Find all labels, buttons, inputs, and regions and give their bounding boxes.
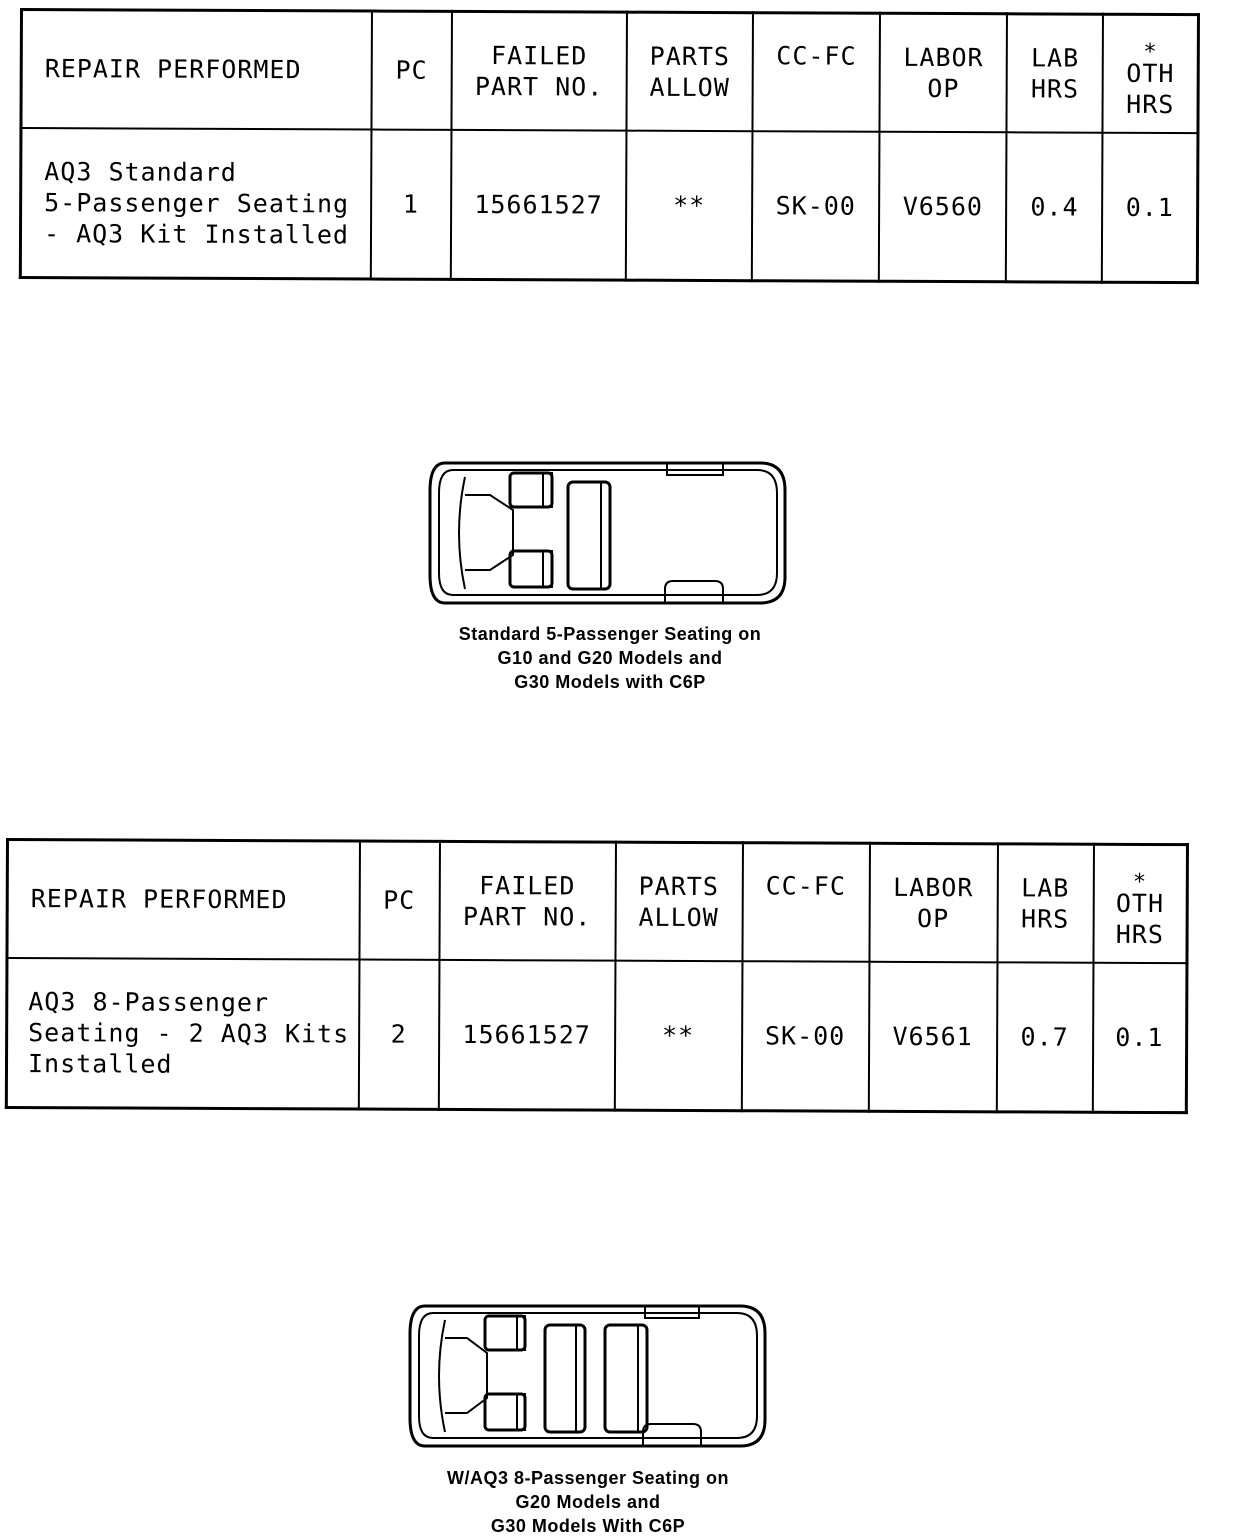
oth-hrs-asterisk: * — [1132, 870, 1148, 896]
figure-caption-5-passenger: Standard 5-Passenger Seating on G10 and G20 Models and G30 Models with C6P — [458, 624, 762, 692]
cell-repair-performed: AQ3 Standard 5-Passenger Seating - AQ3 Kit Installed — [20, 128, 371, 280]
header-oth-hrs-label: OTH HRS — [1126, 59, 1175, 120]
header-oth-hrs-label: OTH HRS — [1115, 889, 1165, 950]
passenger-seat — [510, 551, 552, 587]
cell-cc-fc: SK-00 — [752, 131, 880, 282]
table-row — [20, 128, 1198, 283]
passenger-seat — [485, 1394, 525, 1430]
figure-caption-8-passenger: W/AQ3 8-Passenger Seating on G20 Models and G30 Models With C6P — [446, 1468, 730, 1536]
header-lab-hrs: LAB HRS — [997, 844, 1094, 962]
van-8-passenger-diagram — [405, 1298, 770, 1453]
cell-failed-part-no: 15661527 — [438, 959, 615, 1110]
cell-lab-hrs: 0.7 — [996, 962, 1093, 1112]
middle-bench-seat — [545, 1325, 585, 1432]
cell-failed-part-no: 15661527 — [451, 129, 627, 280]
cell-pc: 2 — [358, 959, 439, 1109]
header-labor-op: LABOR OP — [869, 843, 998, 962]
rear-wheel-well-bottom — [665, 581, 723, 602]
labor-table-5-passenger — [19, 8, 1200, 284]
oth-hrs-asterisk: * — [1143, 40, 1158, 66]
header-cc-fc: CC-FC — [742, 843, 870, 962]
cell-lab-hrs: 0.4 — [1006, 132, 1103, 282]
table-row — [6, 958, 1187, 1113]
rear-wheel-well-bottom — [643, 1424, 701, 1445]
van-inner-body — [419, 1313, 757, 1438]
dashboard-outline — [439, 1320, 445, 1432]
van-outer-body — [410, 1306, 765, 1446]
driver-seat — [510, 473, 552, 507]
header-pc: PC — [371, 11, 452, 129]
van-inner-body — [439, 470, 777, 595]
table-header-row — [7, 840, 1188, 963]
cell-pc: 1 — [371, 129, 452, 279]
rear-bench-seat — [568, 482, 610, 589]
cell-cc-fc: SK-00 — [741, 961, 869, 1112]
cell-labor-op: V6560 — [879, 131, 1007, 282]
driver-seat — [485, 1316, 525, 1350]
header-labor-op: LABOR OP — [880, 13, 1008, 132]
header-oth-hrs — [1103, 14, 1199, 132]
cell-oth-hrs: 0.1 — [1092, 962, 1187, 1112]
header-pc: PC — [359, 841, 440, 959]
cell-repair-performed: AQ3 8-Passenger Seating - 2 AQ3 Kits Installed — [6, 958, 359, 1110]
labor-table-8-passenger — [5, 838, 1189, 1114]
header-oth-hrs — [1093, 844, 1188, 962]
header-cc-fc: CC-FC — [753, 13, 881, 132]
header-repair-performed: REPAIR PERFORMED — [21, 10, 372, 130]
header-failed-part-no: FAILED PART NO. — [451, 11, 627, 130]
cell-parts-allow: ** — [626, 130, 753, 281]
header-lab-hrs: LAB HRS — [1007, 14, 1104, 132]
dashboard-outline — [459, 477, 465, 589]
cockpit-center — [445, 1338, 487, 1413]
header-failed-part-no: FAILED PART NO. — [439, 841, 616, 960]
cell-parts-allow: ** — [614, 960, 742, 1111]
header-repair-performed: REPAIR PERFORMED — [7, 840, 360, 960]
table-header-row — [21, 10, 1199, 133]
cell-oth-hrs: 0.1 — [1102, 132, 1198, 282]
header-parts-allow: PARTS ALLOW — [626, 12, 753, 131]
rear-bench-seat — [605, 1325, 647, 1432]
van-5-passenger-diagram — [425, 455, 790, 610]
cell-labor-op: V6561 — [868, 961, 997, 1112]
cockpit-center — [465, 495, 513, 570]
header-parts-allow: PARTS ALLOW — [615, 842, 743, 961]
